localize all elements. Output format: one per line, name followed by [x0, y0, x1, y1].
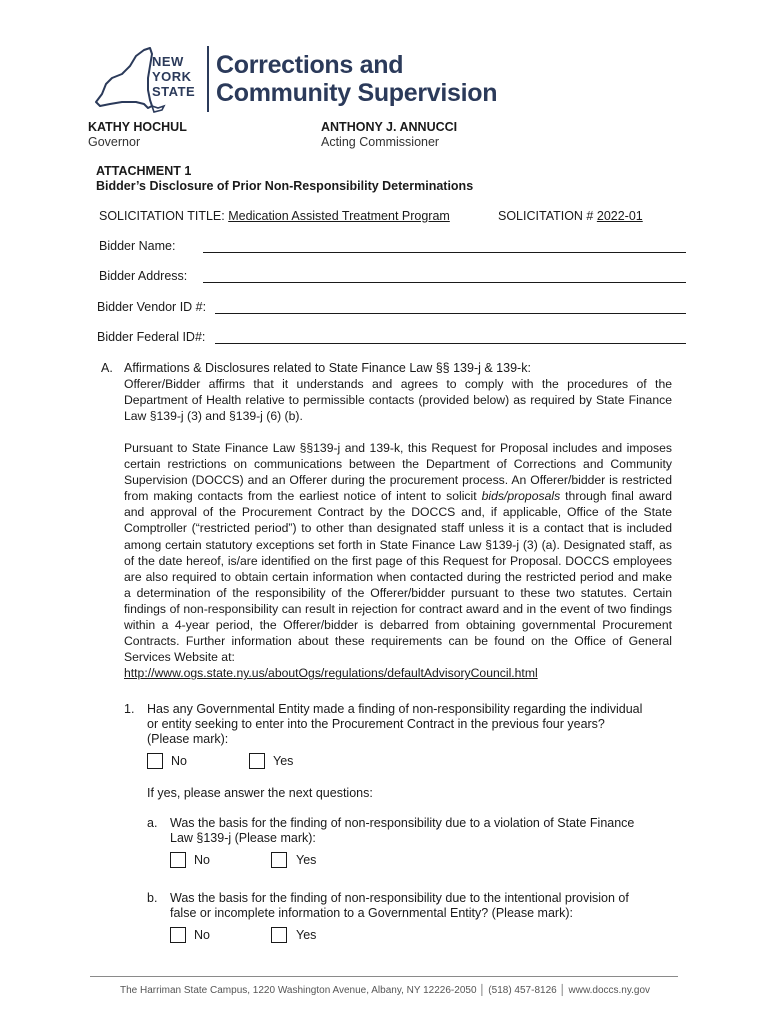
- question-1-followup: If yes, please answer the next questions:: [147, 786, 373, 800]
- question-b-yes-checkbox[interactable]: [271, 927, 287, 943]
- question-a-no-checkbox[interactable]: [170, 852, 186, 868]
- state-word-york: YORK: [152, 69, 192, 84]
- question-b-line2: false or incomplete information to a Governmental Entity? (Please mark):: [170, 906, 573, 920]
- commissioner-title: Acting Commissioner: [321, 135, 440, 149]
- state-word-state: STATE: [152, 84, 196, 99]
- section-a-restrictions-paragraph: [124, 440, 672, 681]
- solicitation-number-row: [498, 208, 643, 224]
- bidder-address-field[interactable]: [203, 282, 686, 283]
- governor-name: KATHY HOCHUL: [88, 120, 187, 134]
- solicitation-title-label: SOLICITATION TITLE:: [99, 209, 225, 223]
- bidder-name-field[interactable]: [203, 252, 686, 253]
- governor-title: Governor: [88, 135, 141, 149]
- question-1-number: 1.: [124, 702, 135, 716]
- question-a-line1: Was the basis for the finding of non-responsibility due to a violation of State Finance: [170, 816, 635, 830]
- agency-name-line2: Community Supervision: [216, 79, 498, 107]
- question-a-no-label: No: [194, 853, 210, 867]
- paragraph-italic-term: bids/proposals: [481, 489, 561, 504]
- question-1-line1: Has any Governmental Entity made a finding of non-responsibility regarding the individual: [147, 702, 643, 716]
- commissioner-name: ANTHONY J. ANNUCCI: [321, 120, 458, 134]
- question-1-no-checkbox[interactable]: [147, 753, 163, 769]
- question-b-no-label: No: [194, 928, 210, 942]
- bidder-name-label: Bidder Name:: [99, 239, 176, 253]
- solicitation-title-row: [99, 208, 450, 224]
- question-1-yes-label: Yes: [273, 754, 294, 768]
- paragraph-text-part2: through final award and approval of the Procurement Contract by the DOCCS and, if applicable, Office of the State Comptroller (“restricted period”) to other than designated staff unless it is a contact that is included among certain statutory exceptions set forth in State Finance Law §139-j (3) (a). Designated staff, as of the date hereof, is/are identified on the first page of this Request for Proposal. DOCCS employees are also required to obtain certain information when contacted during the restricted period and make a determination of the responsibility of the Offerer/bidder pursuant to these two statutes. Certain findings of non-responsibility can result in rejection for contract award and in the event of two findings within a 4-year period, the Offerer/bidder is debarred from obtaining governmental Procurement Contracts. Further information about these requirements can be found on the Office of General Services Website at:: [124, 489, 672, 665]
- footer-address: The Harriman State Campus, 1220 Washington Avenue, Albany, NY 12226-2050 │ (518) 457-8126 │ www.doccs.ny.gov: [119, 985, 651, 996]
- section-a-heading: Affirmations & Disclosures related to State Finance Law §§ 139-j & 139-k:: [124, 361, 531, 375]
- question-1-line3: (Please mark):: [147, 732, 229, 746]
- ogs-advisory-link[interactable]: http://www.ogs.state.ny.us/aboutOgs/regulations/defaultAdvisoryCouncil.html: [124, 666, 538, 681]
- question-b-line1: Was the basis for the finding of non-responsibility due to the intentional provision of: [170, 891, 629, 905]
- agency-name-line1: Corrections and: [216, 51, 404, 79]
- footer-divider: [90, 976, 678, 977]
- bidder-vendor-id-field[interactable]: [215, 313, 686, 314]
- logo-divider: [207, 46, 209, 112]
- question-a-letter: a.: [147, 816, 158, 830]
- paragraph-text-part1: Pursuant to State Finance Law §§139-j and 139-k, this Request for Proposal includes and imposes certain restrictions on communications between the Department of Corrections and Community Supervision (DOCCS) and an Offerer during the procurement process. An Offerer/bidder is restricted from making contacts from the earliest notice of intent to solicit: [124, 441, 672, 504]
- question-a-line2: Law §139-j (Please mark):: [170, 831, 316, 845]
- bidder-address-label: Bidder Address:: [99, 269, 188, 283]
- attachment-title: Bidder’s Disclosure of Prior Non-Responsibility Determinations: [96, 179, 474, 193]
- attachment-label: ATTACHMENT 1: [96, 164, 192, 178]
- bidder-federal-id-field[interactable]: [215, 343, 686, 344]
- question-b-letter: b.: [147, 891, 158, 905]
- section-a-marker: A.: [101, 361, 113, 375]
- bidder-vendor-id-label: Bidder Vendor ID #:: [97, 300, 207, 314]
- solicitation-number-value: 2022-01: [596, 209, 643, 223]
- question-b-no-checkbox[interactable]: [170, 927, 186, 943]
- question-1-no-label: No: [171, 754, 187, 768]
- question-b-yes-label: Yes: [296, 928, 317, 942]
- question-a-yes-checkbox[interactable]: [271, 852, 287, 868]
- solicitation-title-value: Medication Assisted Treatment Program: [228, 209, 450, 223]
- bidder-federal-id-label: Bidder Federal ID#:: [97, 330, 206, 344]
- question-1-yes-checkbox[interactable]: [249, 753, 265, 769]
- question-1-line2: or entity seeking to enter into the Procurement Contract in the previous four years?: [147, 717, 605, 731]
- question-a-yes-label: Yes: [296, 853, 317, 867]
- solicitation-number-label: SOLICITATION #: [498, 209, 594, 223]
- state-word-new: NEW: [152, 54, 184, 69]
- section-a-intro: Offerer/Bidder affirms that it understands and agrees to comply with the procedures of the Department of Health relative to permissible contacts (provided below) as required by State Finance Law §139-j (3) and §139-j (6) (b).: [124, 377, 672, 424]
